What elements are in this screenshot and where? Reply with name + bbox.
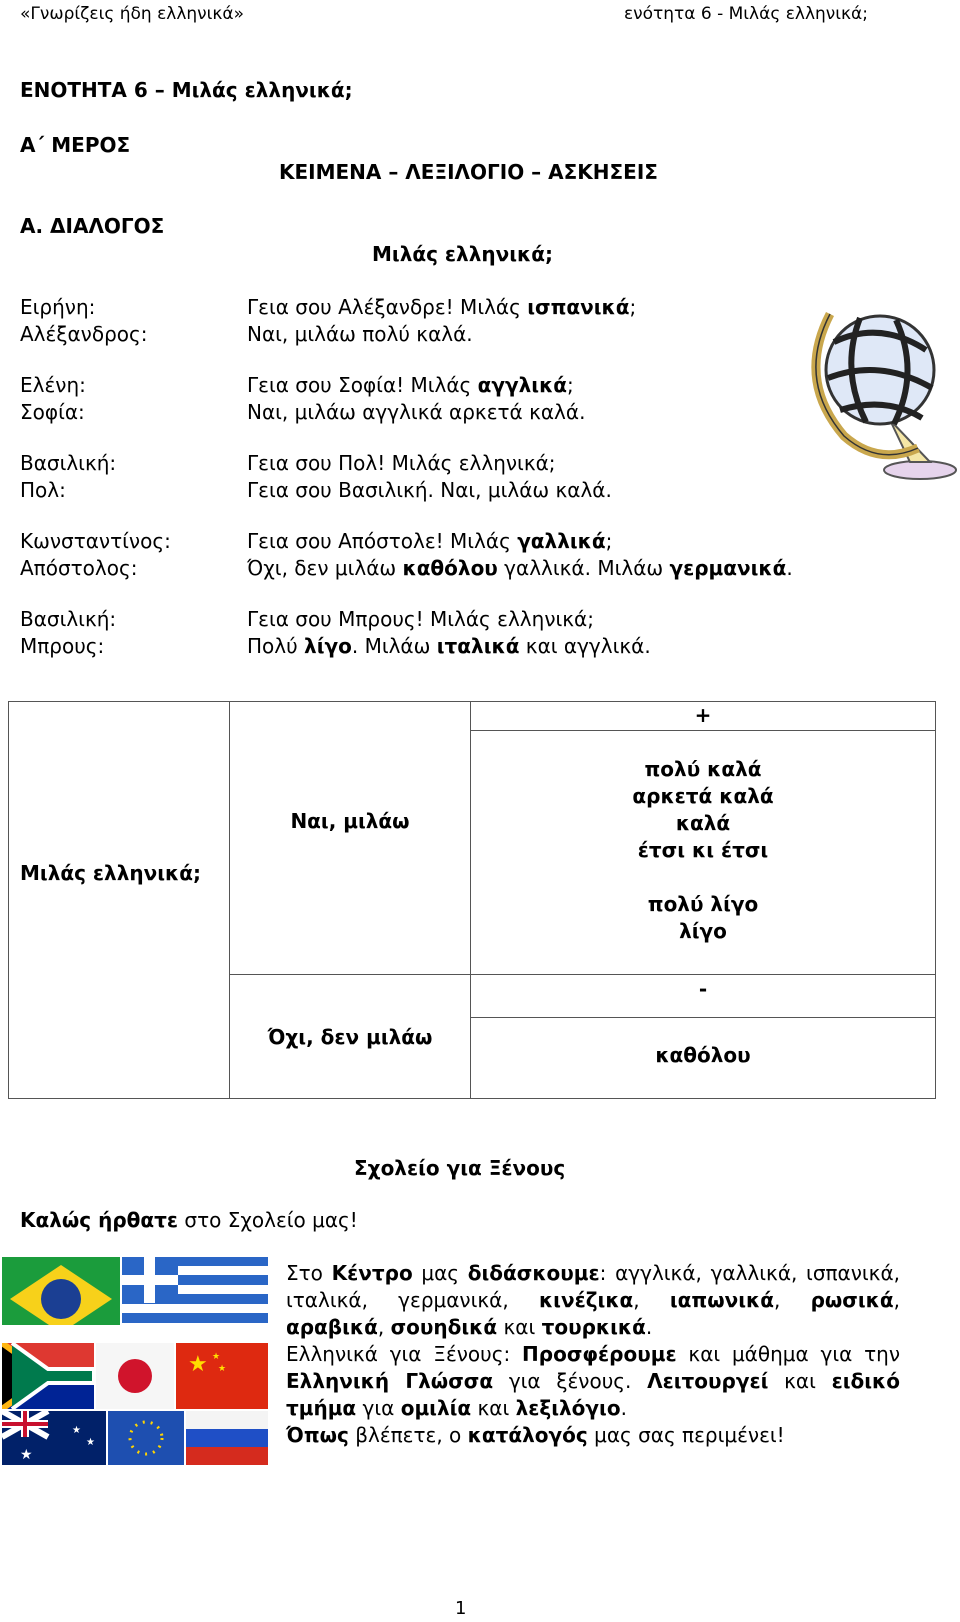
text-run: μας	[412, 1261, 468, 1285]
degree-item: λίγο	[679, 919, 727, 943]
text-run: ,	[377, 1315, 391, 1339]
brazil-flag-icon	[2, 1257, 120, 1325]
dialogue-line	[247, 321, 636, 348]
greece-flag-icon	[122, 1257, 268, 1325]
text-run: βλέπετε, ο	[348, 1423, 468, 1447]
bold-text-run: Ελληνική Γλώσσα	[286, 1369, 494, 1393]
school-paragraph	[286, 1341, 900, 1422]
globe-icon	[800, 300, 958, 482]
dialogue-line	[247, 372, 585, 399]
text-run: Γεια σου Βασιλική. Ναι, μιλάω καλά.	[247, 478, 612, 502]
degree-item: αρκετά καλά	[632, 784, 774, 808]
section-heading: ΚΕΙΜΕΝΑ – ΛΕΞΙΛΟΓΙΟ – ΑΣΚΗΣΕΙΣ	[279, 160, 658, 184]
dialogue-lines	[247, 294, 636, 348]
dialogue-lines	[247, 450, 612, 504]
bold-text-run: αραβικά	[286, 1315, 378, 1339]
text-run: για ξένους.	[493, 1369, 648, 1393]
dialogue-line	[247, 450, 612, 477]
text-run: στο Σχολείο μας!	[178, 1208, 358, 1232]
text-run: γαλλικά. Μιλάω	[497, 556, 670, 580]
school-description	[286, 1260, 900, 1449]
speaker-name: Κωνσταντίνος:	[20, 529, 171, 553]
part-label: Α΄ ΜΕΡΟΣ	[20, 133, 131, 157]
text-run: και	[471, 1396, 516, 1420]
table-minus: -	[698, 977, 708, 1001]
bold-text-run: λεξιλόγιο	[515, 1396, 621, 1420]
speaker-name: Ελένη:	[20, 373, 86, 397]
dialogue-line	[247, 633, 651, 660]
speaker-name: Ειρήνη:	[20, 295, 96, 319]
text-run: Γεια σου Απόστολε! Μιλάς	[247, 529, 518, 553]
bold-text-run: διδάσκουμε	[467, 1261, 600, 1285]
speaker-name: Βασιλική:	[20, 451, 117, 475]
text-run: .	[645, 1315, 653, 1339]
bold-text-run: τουρκικά	[541, 1315, 646, 1339]
vocabulary-table	[8, 701, 936, 1099]
dialogue-lines	[247, 606, 651, 660]
text-run: .	[786, 556, 793, 580]
svg-text:★: ★	[218, 1364, 227, 1374]
text-run: Όχι, δεν μιλάω	[247, 556, 403, 580]
bold-text-run: κινέζικα	[538, 1288, 634, 1312]
text-run: Στο	[286, 1261, 332, 1285]
table-degrees	[470, 756, 936, 945]
dialogue-line	[247, 528, 793, 555]
text-run: . Μιλάω	[351, 634, 437, 658]
text-run: Ναι, μιλάω πολύ καλά.	[247, 322, 473, 346]
text-run: Πολύ	[247, 634, 305, 658]
bold-text-run: σουηδικά	[390, 1315, 498, 1339]
dialogue-speakers	[20, 528, 171, 582]
bold-text-run: ιταλικά	[436, 634, 520, 658]
svg-text:★: ★	[86, 1437, 95, 1448]
dialogue-speakers	[20, 372, 86, 426]
flags-collage	[2, 1257, 268, 1465]
dialogue-line	[247, 477, 612, 504]
bold-text-run: αγγλικά	[477, 373, 568, 397]
text-run: και	[768, 1369, 832, 1393]
text-run: .	[620, 1396, 627, 1420]
table-yes: Ναι, μιλάω	[290, 809, 410, 833]
text-run: ;	[629, 295, 637, 319]
dialogue-lines	[247, 528, 793, 582]
page-number: 1	[455, 1598, 467, 1619]
text-run: ;	[605, 529, 613, 553]
bold-text-run: Λειτουργεί	[647, 1369, 769, 1393]
dialogue-label: Α. ΔΙΑΛΟΓΟΣ	[20, 214, 165, 238]
svg-text:★: ★	[188, 1352, 208, 1377]
bold-text-run: κατάλογός	[467, 1423, 588, 1447]
header-right: ενότητα 6 - Μιλάς ελληνικά;	[623, 4, 868, 24]
text-run: Γεια σου Αλέξανδρε! Μιλάς	[247, 295, 528, 319]
svg-text:★: ★	[72, 1425, 81, 1436]
dialogue-line	[247, 294, 636, 321]
bold-text-run: γερμανικά	[669, 556, 787, 580]
speaker-name: Βασιλική:	[20, 607, 117, 631]
dialogue-speakers	[20, 294, 147, 348]
table-question: Μιλάς ελληνικά;	[20, 861, 201, 885]
header-left: «Γνωρίζεις ήδη ελληνικά»	[20, 4, 245, 24]
text-run: για	[356, 1396, 401, 1420]
text-run: ,	[893, 1288, 900, 1312]
bold-text-run: γαλλικά	[517, 529, 606, 553]
degree-item: πολύ λίγο	[647, 892, 759, 916]
dialogue-line	[247, 555, 793, 582]
bold-text-run: Όπως	[286, 1423, 349, 1447]
speaker-name: Μπρους:	[20, 634, 105, 658]
unit-title: ΕΝΟΤΗΤΑ 6 – Μιλάς ελληνικά;	[20, 78, 353, 102]
speaker-name: Αλέξανδρος:	[20, 322, 148, 346]
text-run: ,	[774, 1288, 811, 1312]
bold-text-run: ρωσικά	[810, 1288, 894, 1312]
dialogue-speakers	[20, 606, 116, 660]
degree-item: πολύ καλά	[644, 757, 762, 781]
degree-item: έτσι κι έτσι	[637, 838, 769, 862]
australia-flag-icon	[2, 1411, 106, 1465]
bold-text-run: ισπανικά	[527, 295, 630, 319]
bold-text-run: καθόλου	[402, 556, 498, 580]
china-flag-icon	[176, 1343, 268, 1411]
text-run: Ναι, μιλάω αγγλικά αρκετά καλά.	[247, 400, 586, 424]
text-run: ;	[567, 373, 574, 397]
text-run: Ελληνικά για Ξένους:	[286, 1342, 523, 1366]
school-welcome	[20, 1208, 358, 1232]
bold-text-run: ειδικό τμήμα	[286, 1369, 901, 1420]
speaker-name: Σοφία:	[20, 400, 85, 424]
south-africa-flag-icon	[2, 1343, 94, 1411]
bold-text-run: ιαπωνικά	[669, 1288, 774, 1312]
school-paragraph	[286, 1422, 900, 1449]
text-run: Γεια σου Πολ! Μιλάς ελληνικά;	[247, 451, 556, 475]
bold-text-run: ομιλία	[400, 1396, 472, 1420]
dialogue-speakers	[20, 450, 116, 504]
bold-text-run: Κέντρο	[331, 1261, 413, 1285]
speaker-name: Πολ:	[20, 478, 66, 502]
table-no: Όχι, δεν μιλάω	[267, 1025, 433, 1049]
russia-flag-icon	[186, 1411, 268, 1465]
svg-text:★: ★	[20, 1447, 33, 1463]
school-paragraph	[286, 1260, 900, 1341]
eu-flag-icon	[108, 1411, 184, 1465]
bold-text-run: Προσφέρουμε	[522, 1342, 677, 1366]
dialogue-title: Μιλάς ελληνικά;	[372, 242, 553, 266]
text-run: και μάθημα για την	[676, 1342, 900, 1366]
table-plus: +	[694, 703, 712, 727]
text-run: και	[497, 1315, 542, 1339]
bold-text-run: λίγο	[304, 634, 352, 658]
school-title: Σχολείο για Ξένους	[354, 1156, 566, 1180]
table-none: καθόλου	[655, 1043, 751, 1067]
degree-item: καλά	[675, 811, 731, 835]
bold-text-run: Καλώς ήρθατε	[20, 1208, 179, 1232]
text-run: Γεια σου Μπρους! Μιλάς ελληνικά;	[247, 607, 594, 631]
dialogue-line	[247, 606, 651, 633]
text-run: Γεια σου Σοφία! Μιλάς	[247, 373, 478, 397]
text-run: ,	[633, 1288, 670, 1312]
text-run: και αγγλικά.	[519, 634, 651, 658]
japan-flag-icon	[96, 1343, 174, 1411]
svg-text:★: ★	[212, 1352, 221, 1362]
dialogue-line	[247, 399, 585, 426]
dialogue-lines	[247, 372, 585, 426]
text-run: : αγγλικά, γαλλικά, ισπανικά, ιταλικά, γερμανικά,	[286, 1261, 900, 1312]
text-run: μας σας περιμένει!	[587, 1423, 785, 1447]
speaker-name: Απόστολος:	[20, 556, 138, 580]
